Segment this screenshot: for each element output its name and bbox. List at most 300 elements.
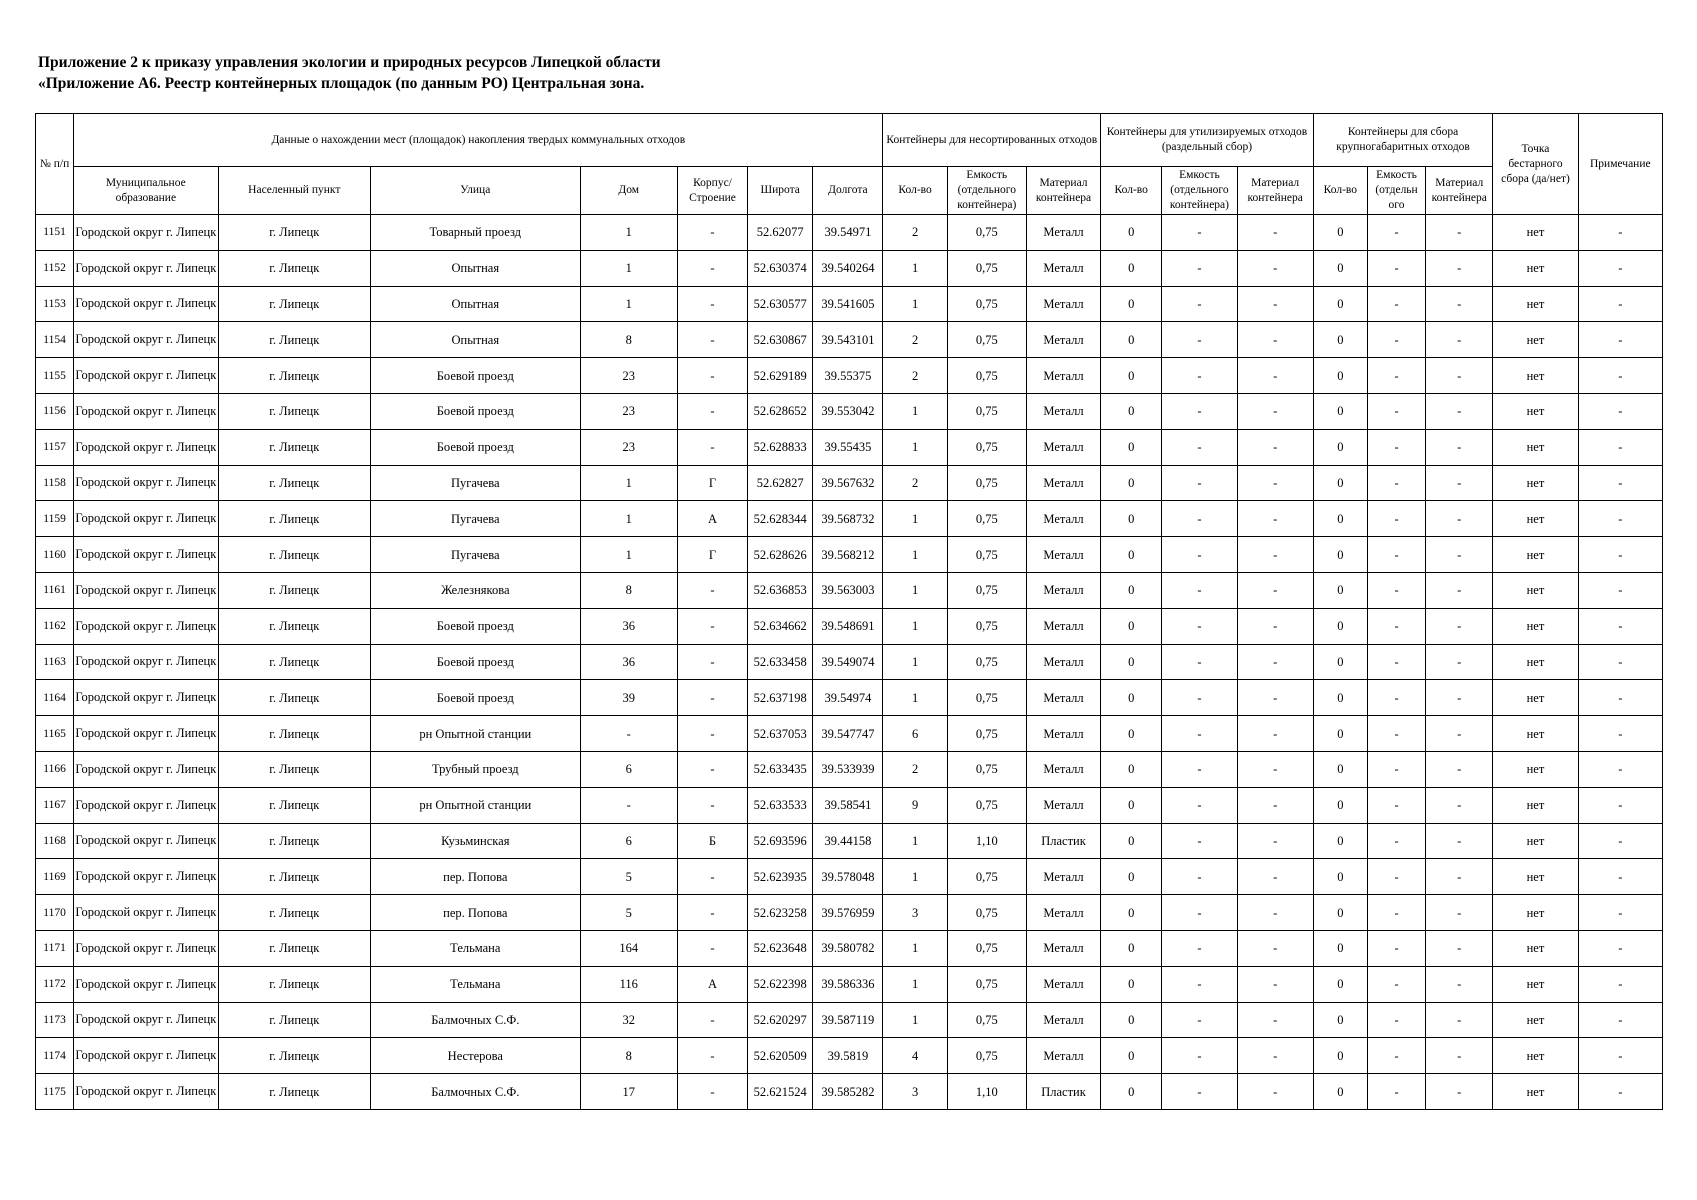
header-bulky-material: Материал контейнера (1426, 167, 1493, 215)
cell-recyclable-capacity: - (1162, 680, 1237, 716)
cell-note: - (1578, 250, 1662, 286)
cell-recyclable-count: 0 (1101, 1002, 1162, 1038)
cell-recyclable-capacity: - (1162, 215, 1237, 251)
cell-bulk-point: нет (1493, 1038, 1578, 1074)
cell-street: Кузьминская (370, 823, 580, 859)
cell-settlement: г. Липецк (218, 895, 370, 931)
table-row (36, 787, 1663, 823)
cell-unsorted-capacity: 0,75 (947, 680, 1026, 716)
cell-unsorted-material: Металл (1026, 250, 1100, 286)
cell-unsorted-count: 1 (883, 859, 947, 895)
cell-house: 6 (580, 823, 677, 859)
cell-unsorted-capacity: 0,75 (947, 250, 1026, 286)
cell-building: - (677, 215, 747, 251)
cell-unsorted-material: Металл (1026, 1002, 1100, 1038)
cell-num: 1169 (36, 859, 74, 895)
cell-bulky-capacity: - (1367, 608, 1425, 644)
cell-municipality: Городской округ г. Липецк (74, 966, 218, 1002)
cell-unsorted-count: 6 (883, 716, 947, 752)
registry-table (35, 113, 1663, 1110)
cell-unsorted-material: Пластик (1026, 823, 1100, 859)
cell-unsorted-material: Металл (1026, 358, 1100, 394)
cell-unsorted-capacity: 0,75 (947, 501, 1026, 537)
cell-bulky-capacity: - (1367, 286, 1425, 322)
cell-street: Тельмана (370, 930, 580, 966)
cell-unsorted-material: Металл (1026, 572, 1100, 608)
cell-unsorted-capacity: 0,75 (947, 465, 1026, 501)
cell-bulky-capacity: - (1367, 859, 1425, 895)
cell-recyclable-capacity: - (1162, 322, 1237, 358)
cell-bulky-capacity: - (1367, 322, 1425, 358)
cell-settlement: г. Липецк (218, 465, 370, 501)
cell-bulky-capacity: - (1367, 680, 1425, 716)
cell-num: 1170 (36, 895, 74, 931)
cell-house: 36 (580, 608, 677, 644)
cell-note: - (1578, 751, 1662, 787)
cell-unsorted-capacity: 0,75 (947, 215, 1026, 251)
cell-bulk-point: нет (1493, 680, 1578, 716)
cell-recyclable-capacity: - (1162, 250, 1237, 286)
table-row (36, 322, 1663, 358)
cell-street: пер. Попова (370, 895, 580, 931)
cell-recyclable-material: - (1237, 322, 1313, 358)
cell-recyclable-capacity: - (1162, 501, 1237, 537)
cell-bulky-capacity: - (1367, 393, 1425, 429)
cell-num: 1156 (36, 393, 74, 429)
cell-note: - (1578, 215, 1662, 251)
cell-recyclable-material: - (1237, 537, 1313, 573)
cell-lon: 39.44158 (813, 823, 883, 859)
cell-settlement: г. Липецк (218, 608, 370, 644)
cell-bulky-capacity: - (1367, 358, 1425, 394)
cell-municipality: Городской округ г. Липецк (74, 572, 218, 608)
cell-unsorted-capacity: 0,75 (947, 859, 1026, 895)
cell-bulky-material: - (1426, 823, 1493, 859)
cell-bulk-point: нет (1493, 572, 1578, 608)
cell-note: - (1578, 716, 1662, 752)
cell-unsorted-material: Металл (1026, 644, 1100, 680)
cell-recyclable-capacity: - (1162, 286, 1237, 322)
cell-bulky-capacity: - (1367, 215, 1425, 251)
cell-unsorted-capacity: 0,75 (947, 895, 1026, 931)
cell-unsorted-capacity: 0,75 (947, 1002, 1026, 1038)
cell-note: - (1578, 322, 1662, 358)
cell-building: - (677, 787, 747, 823)
cell-bulky-count: 0 (1313, 680, 1367, 716)
table-row (36, 1038, 1663, 1074)
cell-note: - (1578, 393, 1662, 429)
cell-recyclable-count: 0 (1101, 393, 1162, 429)
cell-unsorted-count: 2 (883, 465, 947, 501)
cell-bulky-material: - (1426, 286, 1493, 322)
cell-bulky-count: 0 (1313, 358, 1367, 394)
cell-num: 1167 (36, 787, 74, 823)
cell-lat: 52.630374 (748, 250, 813, 286)
cell-lat: 52.620297 (748, 1002, 813, 1038)
title-line-1: Приложение 2 к приказу управления экологии и природных ресурсов Липецкой области (38, 54, 661, 71)
cell-lat: 52.633533 (748, 787, 813, 823)
cell-lat: 52.637198 (748, 680, 813, 716)
cell-street: Нестерова (370, 1038, 580, 1074)
cell-unsorted-material: Металл (1026, 501, 1100, 537)
cell-bulky-material: - (1426, 322, 1493, 358)
cell-lat: 52.636853 (748, 572, 813, 608)
cell-unsorted-material: Металл (1026, 465, 1100, 501)
cell-bulky-count: 0 (1313, 751, 1367, 787)
cell-recyclable-capacity: - (1162, 930, 1237, 966)
cell-lat: 52.693596 (748, 823, 813, 859)
cell-building: - (677, 751, 747, 787)
cell-lon: 39.586336 (813, 966, 883, 1002)
cell-recyclable-material: - (1237, 250, 1313, 286)
header-municipality: Муниципальное образование (74, 167, 218, 215)
cell-lon: 39.553042 (813, 393, 883, 429)
cell-lat: 52.62827 (748, 465, 813, 501)
cell-municipality: Городской округ г. Липецк (74, 358, 218, 394)
cell-house: 1 (580, 286, 677, 322)
cell-building: - (677, 859, 747, 895)
cell-note: - (1578, 823, 1662, 859)
cell-building: А (677, 966, 747, 1002)
table-row (36, 572, 1663, 608)
cell-house: 8 (580, 572, 677, 608)
cell-bulky-count: 0 (1313, 572, 1367, 608)
table-row (36, 1074, 1663, 1110)
cell-unsorted-count: 1 (883, 966, 947, 1002)
cell-lon: 39.578048 (813, 859, 883, 895)
cell-municipality: Городской округ г. Липецк (74, 859, 218, 895)
cell-bulky-capacity: - (1367, 787, 1425, 823)
cell-unsorted-material: Металл (1026, 608, 1100, 644)
cell-recyclable-count: 0 (1101, 501, 1162, 537)
cell-municipality: Городской округ г. Липецк (74, 501, 218, 537)
cell-unsorted-material: Металл (1026, 966, 1100, 1002)
cell-bulky-material: - (1426, 680, 1493, 716)
table-row (36, 716, 1663, 752)
cell-lon: 39.55435 (813, 429, 883, 465)
cell-unsorted-material: Металл (1026, 787, 1100, 823)
cell-num: 1175 (36, 1074, 74, 1110)
cell-bulky-count: 0 (1313, 429, 1367, 465)
table-row (36, 358, 1663, 394)
cell-bulky-material: - (1426, 930, 1493, 966)
cell-bulky-material: - (1426, 751, 1493, 787)
cell-bulky-count: 0 (1313, 859, 1367, 895)
cell-recyclable-capacity: - (1162, 429, 1237, 465)
cell-recyclable-material: - (1237, 572, 1313, 608)
cell-unsorted-count: 1 (883, 608, 947, 644)
cell-lon: 39.547747 (813, 716, 883, 752)
cell-street: Пугачева (370, 537, 580, 573)
cell-recyclable-material: - (1237, 859, 1313, 895)
cell-num: 1172 (36, 966, 74, 1002)
cell-municipality: Городской округ г. Липецк (74, 1002, 218, 1038)
cell-street: Боевой проезд (370, 644, 580, 680)
cell-recyclable-capacity: - (1162, 787, 1237, 823)
cell-settlement: г. Липецк (218, 787, 370, 823)
cell-house: 32 (580, 1002, 677, 1038)
cell-note: - (1578, 1074, 1662, 1110)
cell-unsorted-count: 2 (883, 358, 947, 394)
cell-bulk-point: нет (1493, 322, 1578, 358)
cell-recyclable-count: 0 (1101, 1074, 1162, 1110)
cell-bulk-point: нет (1493, 930, 1578, 966)
cell-house: 1 (580, 501, 677, 537)
cell-street: Боевой проезд (370, 680, 580, 716)
cell-lat: 52.623258 (748, 895, 813, 931)
cell-building: - (677, 1002, 747, 1038)
cell-note: - (1578, 680, 1662, 716)
cell-lon: 39.54974 (813, 680, 883, 716)
cell-unsorted-count: 3 (883, 1074, 947, 1110)
cell-num: 1162 (36, 608, 74, 644)
cell-street: Балмочных С.Ф. (370, 1074, 580, 1110)
cell-recyclable-material: - (1237, 680, 1313, 716)
cell-lon: 39.5819 (813, 1038, 883, 1074)
cell-note: - (1578, 859, 1662, 895)
cell-house: 1 (580, 465, 677, 501)
cell-house: 5 (580, 895, 677, 931)
cell-unsorted-capacity: 0,75 (947, 644, 1026, 680)
header-unsorted-material: Материал контейнера (1026, 167, 1100, 215)
cell-lon: 39.55375 (813, 358, 883, 394)
cell-bulky-capacity: - (1367, 429, 1425, 465)
cell-num: 1158 (36, 465, 74, 501)
cell-house: 39 (580, 680, 677, 716)
cell-recyclable-material: - (1237, 716, 1313, 752)
cell-bulky-count: 0 (1313, 1002, 1367, 1038)
cell-bulky-capacity: - (1367, 465, 1425, 501)
cell-bulky-capacity: - (1367, 930, 1425, 966)
header-unsorted-group: Контейнеры для несортированных отходов (883, 114, 1101, 167)
cell-lat: 52.62077 (748, 215, 813, 251)
cell-unsorted-count: 1 (883, 572, 947, 608)
cell-num: 1155 (36, 358, 74, 394)
cell-municipality: Городской округ г. Липецк (74, 751, 218, 787)
cell-bulky-material: - (1426, 537, 1493, 573)
cell-building: - (677, 358, 747, 394)
cell-bulky-count: 0 (1313, 608, 1367, 644)
cell-recyclable-material: - (1237, 787, 1313, 823)
cell-settlement: г. Липецк (218, 1002, 370, 1038)
cell-bulk-point: нет (1493, 716, 1578, 752)
cell-bulky-material: - (1426, 358, 1493, 394)
cell-building: - (677, 895, 747, 931)
cell-unsorted-count: 1 (883, 823, 947, 859)
cell-street: рн Опытной станции (370, 716, 580, 752)
cell-bulky-material: - (1426, 1074, 1493, 1110)
cell-bulky-capacity: - (1367, 501, 1425, 537)
cell-lat: 52.633435 (748, 751, 813, 787)
header-recyclable-count: Кол-во (1101, 167, 1162, 215)
cell-recyclable-capacity: - (1162, 1074, 1237, 1110)
cell-bulky-count: 0 (1313, 286, 1367, 322)
cell-street: Боевой проезд (370, 358, 580, 394)
cell-lat: 52.629189 (748, 358, 813, 394)
cell-recyclable-capacity: - (1162, 537, 1237, 573)
cell-bulky-material: - (1426, 608, 1493, 644)
table-row (36, 250, 1663, 286)
cell-building: - (677, 1074, 747, 1110)
cell-unsorted-material: Металл (1026, 751, 1100, 787)
cell-unsorted-material: Металл (1026, 680, 1100, 716)
cell-recyclable-count: 0 (1101, 537, 1162, 573)
header-recyclable-group: Контейнеры для утилизируемых отходов (раздельный сбор) (1101, 114, 1314, 167)
cell-bulky-capacity: - (1367, 966, 1425, 1002)
cell-municipality: Городской округ г. Липецк (74, 930, 218, 966)
cell-num: 1161 (36, 572, 74, 608)
header-num: № п/п (36, 114, 74, 215)
cell-bulky-material: - (1426, 465, 1493, 501)
header-location-group: Данные о нахождении мест (площадок) накопления твердых коммунальных отходов (74, 114, 883, 167)
cell-settlement: г. Липецк (218, 358, 370, 394)
cell-unsorted-count: 1 (883, 537, 947, 573)
cell-house: 6 (580, 751, 677, 787)
cell-lon: 39.540264 (813, 250, 883, 286)
cell-unsorted-count: 1 (883, 930, 947, 966)
cell-house: 23 (580, 429, 677, 465)
cell-recyclable-count: 0 (1101, 358, 1162, 394)
cell-building: - (677, 393, 747, 429)
cell-num: 1163 (36, 644, 74, 680)
cell-num: 1153 (36, 286, 74, 322)
cell-street: Железнякова (370, 572, 580, 608)
cell-bulky-count: 0 (1313, 895, 1367, 931)
cell-settlement: г. Липецк (218, 572, 370, 608)
cell-recyclable-count: 0 (1101, 250, 1162, 286)
cell-street: Трубный проезд (370, 751, 580, 787)
cell-settlement: г. Липецк (218, 537, 370, 573)
cell-settlement: г. Липецк (218, 966, 370, 1002)
cell-settlement: г. Липецк (218, 1038, 370, 1074)
header-lat: Широта (748, 167, 813, 215)
cell-bulky-capacity: - (1367, 895, 1425, 931)
cell-recyclable-material: - (1237, 358, 1313, 394)
cell-bulky-count: 0 (1313, 644, 1367, 680)
cell-bulk-point: нет (1493, 465, 1578, 501)
cell-recyclable-material: - (1237, 895, 1313, 931)
cell-bulk-point: нет (1493, 286, 1578, 322)
cell-bulky-capacity: - (1367, 1002, 1425, 1038)
cell-bulk-point: нет (1493, 1002, 1578, 1038)
cell-bulky-material: - (1426, 787, 1493, 823)
cell-note: - (1578, 787, 1662, 823)
cell-building: А (677, 501, 747, 537)
cell-recyclable-count: 0 (1101, 823, 1162, 859)
cell-bulky-capacity: - (1367, 250, 1425, 286)
cell-bulky-capacity: - (1367, 1038, 1425, 1074)
cell-unsorted-count: 1 (883, 286, 947, 322)
cell-note: - (1578, 537, 1662, 573)
cell-building: - (677, 930, 747, 966)
cell-municipality: Городской округ г. Липецк (74, 537, 218, 573)
cell-lat: 52.637053 (748, 716, 813, 752)
cell-settlement: г. Липецк (218, 859, 370, 895)
cell-unsorted-count: 2 (883, 751, 947, 787)
cell-num: 1160 (36, 537, 74, 573)
cell-house: 23 (580, 358, 677, 394)
cell-unsorted-material: Металл (1026, 215, 1100, 251)
cell-num: 1151 (36, 215, 74, 251)
cell-unsorted-material: Металл (1026, 930, 1100, 966)
cell-street: Тельмана (370, 966, 580, 1002)
cell-municipality: Городской округ г. Липецк (74, 465, 218, 501)
cell-note: - (1578, 429, 1662, 465)
cell-note: - (1578, 644, 1662, 680)
header-note: Примечание (1578, 114, 1662, 215)
cell-bulk-point: нет (1493, 250, 1578, 286)
cell-lon: 39.567632 (813, 465, 883, 501)
cell-municipality: Городской округ г. Липецк (74, 286, 218, 322)
cell-municipality: Городской округ г. Липецк (74, 644, 218, 680)
cell-building: - (677, 322, 747, 358)
cell-recyclable-count: 0 (1101, 572, 1162, 608)
cell-unsorted-capacity: 0,75 (947, 429, 1026, 465)
cell-recyclable-material: - (1237, 1038, 1313, 1074)
cell-settlement: г. Липецк (218, 215, 370, 251)
cell-bulk-point: нет (1493, 895, 1578, 931)
cell-street: Товарный проезд (370, 215, 580, 251)
cell-bulk-point: нет (1493, 823, 1578, 859)
cell-lon: 39.568212 (813, 537, 883, 573)
cell-recyclable-count: 0 (1101, 465, 1162, 501)
cell-num: 1166 (36, 751, 74, 787)
cell-unsorted-count: 1 (883, 644, 947, 680)
cell-house: 5 (580, 859, 677, 895)
cell-note: - (1578, 895, 1662, 931)
cell-note: - (1578, 501, 1662, 537)
cell-bulky-count: 0 (1313, 930, 1367, 966)
cell-unsorted-capacity: 1,10 (947, 823, 1026, 859)
cell-bulky-material: - (1426, 895, 1493, 931)
table-row (36, 823, 1663, 859)
cell-bulky-capacity: - (1367, 572, 1425, 608)
cell-bulk-point: нет (1493, 501, 1578, 537)
header-recyclable-capacity: Емкость (отдельного контейнера) (1162, 167, 1237, 215)
cell-building: - (677, 608, 747, 644)
cell-settlement: г. Липецк (218, 393, 370, 429)
cell-municipality: Городской округ г. Липецк (74, 608, 218, 644)
cell-note: - (1578, 608, 1662, 644)
cell-unsorted-capacity: 0,75 (947, 1038, 1026, 1074)
cell-recyclable-capacity: - (1162, 393, 1237, 429)
header-house: Дом (580, 167, 677, 215)
cell-recyclable-capacity: - (1162, 859, 1237, 895)
cell-settlement: г. Липецк (218, 930, 370, 966)
cell-street: Опытная (370, 250, 580, 286)
cell-bulky-capacity: - (1367, 537, 1425, 573)
cell-lat: 52.622398 (748, 966, 813, 1002)
table-row (36, 751, 1663, 787)
cell-unsorted-capacity: 0,75 (947, 966, 1026, 1002)
cell-recyclable-material: - (1237, 751, 1313, 787)
cell-unsorted-material: Металл (1026, 1038, 1100, 1074)
cell-bulky-count: 0 (1313, 1038, 1367, 1074)
document-title (38, 52, 1638, 94)
cell-house: 116 (580, 966, 677, 1002)
table-row (36, 537, 1663, 573)
cell-recyclable-capacity: - (1162, 465, 1237, 501)
cell-recyclable-count: 0 (1101, 859, 1162, 895)
cell-note: - (1578, 1002, 1662, 1038)
cell-recyclable-material: - (1237, 930, 1313, 966)
cell-lon: 39.563003 (813, 572, 883, 608)
cell-unsorted-material: Металл (1026, 859, 1100, 895)
cell-building: - (677, 1038, 747, 1074)
cell-municipality: Городской округ г. Липецк (74, 429, 218, 465)
cell-num: 1173 (36, 1002, 74, 1038)
cell-num: 1154 (36, 322, 74, 358)
